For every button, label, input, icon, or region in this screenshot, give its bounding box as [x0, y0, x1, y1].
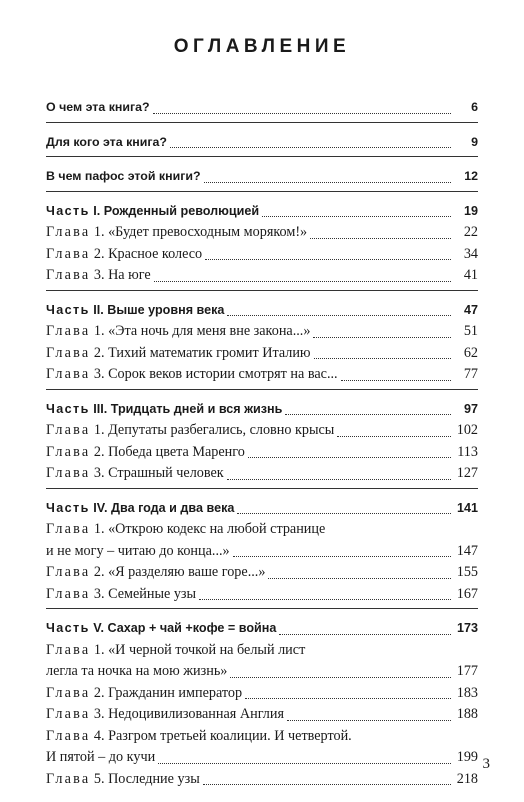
entry-text: 1. «Эта ночь для меня вне закона...» — [93, 323, 311, 339]
entry-text: 1. «И черной точкой на белый лист — [93, 641, 306, 658]
entry-text: 3. Недоцивилизованная Англия — [93, 706, 284, 722]
entry-title — [46, 584, 196, 606]
entry-title — [46, 618, 276, 640]
entry-text: Для кого эта книга? — [46, 134, 167, 149]
entry-text: IV. Два года и два века — [93, 500, 235, 515]
entry-page-number: 97 — [463, 401, 478, 416]
chapter-entry[interactable] — [46, 442, 478, 464]
chapter-entry-line[interactable] — [46, 640, 478, 662]
entry-label: Глава — [46, 770, 91, 787]
entry-label: Глава — [46, 267, 91, 283]
dot-leader — [199, 599, 451, 600]
entry-title — [46, 132, 167, 154]
entry-page-number: 6 — [471, 100, 478, 114]
entry-title — [46, 321, 310, 343]
entry-page-number: 155 — [456, 564, 478, 580]
dot-leader — [310, 238, 451, 239]
part-section — [46, 300, 478, 390]
entry-title — [46, 300, 224, 322]
entry-title — [46, 420, 334, 442]
dot-leader — [248, 457, 451, 458]
entry-label: Глава — [46, 564, 91, 580]
dot-leader — [158, 763, 451, 764]
entry-label: Часть — [46, 500, 90, 515]
entry-page-number: 77 — [463, 366, 478, 382]
table-of-contents — [46, 97, 478, 802]
entry-label: Глава — [46, 344, 91, 361]
entry-label: Часть — [46, 203, 90, 218]
entry-title — [46, 265, 151, 287]
entry-label: Глава — [46, 422, 91, 438]
entry-title — [46, 166, 201, 188]
dot-leader — [170, 147, 451, 148]
entry-text: 3. Семейные узы — [93, 585, 197, 602]
chapter-entry[interactable] — [46, 584, 478, 606]
entry-label: Глава — [46, 684, 91, 701]
chapter-entry[interactable] — [46, 747, 478, 769]
entry-label: Глава — [46, 521, 91, 537]
entry-title — [46, 541, 230, 563]
chapter-entry[interactable] — [46, 364, 478, 386]
dot-leader — [337, 436, 451, 437]
entry-page-number: 22 — [463, 224, 478, 240]
entry-page-number: 177 — [456, 663, 478, 679]
intro-section — [46, 166, 478, 192]
dot-leader — [154, 281, 451, 282]
entry-label: Глава — [46, 443, 91, 460]
entry-text: 3. Страшный человек — [93, 465, 224, 481]
entry-page-number: 34 — [463, 245, 478, 262]
entry-label: Глава — [46, 224, 91, 240]
entry-text: 2. «Я разделяю ваше горе...» — [93, 564, 266, 580]
part-heading[interactable] — [46, 399, 478, 421]
entry-page-number: 9 — [471, 134, 478, 149]
entry-text: легла та ночка на мою жизнь» — [46, 663, 228, 679]
entry-title — [46, 244, 202, 266]
entry-text: И пятой – до кучи — [46, 749, 156, 765]
dot-leader — [153, 113, 451, 114]
entry-title — [46, 463, 224, 485]
entry-label: Часть — [46, 621, 90, 635]
dot-leader — [204, 182, 451, 183]
entry-text: 1. Депутаты разбегались, словно крысы — [93, 422, 335, 438]
intro-entry[interactable] — [46, 97, 478, 119]
entry-title — [46, 747, 155, 769]
dot-leader — [341, 380, 451, 381]
entry-page-number: 51 — [463, 323, 478, 339]
page-title: ОГЛАВЛЕНИЕ — [173, 36, 351, 57]
entry-text: I. Рожденный революцией — [93, 203, 260, 218]
entry-page-number: 183 — [456, 684, 478, 701]
chapter-entry[interactable] — [46, 244, 478, 266]
entry-page-number: 62 — [463, 344, 478, 361]
entry-text: II. Выше уровня века — [93, 302, 225, 317]
dot-leader — [268, 578, 451, 579]
dot-leader — [285, 414, 451, 415]
entry-text: 2. Гражданин император — [93, 684, 243, 701]
intro-section — [46, 97, 478, 123]
entry-page-number: 141 — [456, 500, 478, 515]
entry-title — [46, 364, 338, 386]
entry-label: Часть — [46, 302, 90, 317]
entry-page-number: 188 — [456, 706, 478, 722]
dot-leader — [237, 513, 451, 514]
entry-text: 1. «Будет превосходным моряком!» — [93, 224, 308, 240]
chapter-entry-line[interactable] — [46, 519, 478, 541]
chapter-entry[interactable] — [46, 704, 478, 726]
part-section — [46, 618, 478, 793]
intro-entry[interactable] — [46, 132, 478, 154]
intro-section — [46, 132, 478, 158]
entry-label: Глава — [46, 585, 91, 602]
entry-title — [46, 97, 150, 119]
entry-label: Часть — [46, 401, 90, 416]
chapter-entry[interactable] — [46, 683, 478, 705]
entry-text: и не могу – читаю до конца...» — [46, 542, 230, 559]
part-section — [46, 498, 478, 610]
entry-text: 4. Разгром третьей коалиции. И четвертой. — [93, 727, 352, 744]
entry-text: 2. Победа цвета Маренго — [93, 443, 245, 460]
entry-title — [46, 683, 242, 705]
entry-label: Глава — [46, 641, 91, 658]
chapter-entry[interactable] — [46, 222, 478, 244]
entry-page-number: 167 — [456, 585, 478, 602]
entry-label: Глава — [46, 465, 91, 481]
entry-page-number: 102 — [456, 422, 478, 438]
entry-title — [46, 343, 311, 365]
entry-page-number: 173 — [456, 621, 478, 635]
entry-title — [46, 704, 284, 726]
dot-leader — [287, 720, 451, 721]
entry-label: Глава — [46, 245, 91, 262]
entry-page-number: 113 — [457, 443, 478, 460]
dot-leader — [314, 358, 451, 359]
entry-page-number: 127 — [456, 465, 478, 481]
chapter-entry[interactable] — [46, 562, 478, 584]
entry-title — [46, 399, 282, 421]
entry-title — [46, 498, 234, 520]
entry-page-number: 218 — [456, 770, 478, 787]
entry-label: Глава — [46, 323, 91, 339]
dot-leader — [227, 315, 451, 316]
entry-label: Глава — [46, 706, 91, 722]
chapter-entry[interactable] — [46, 321, 478, 343]
entry-text: 3. Сорок веков истории смотрят на вас... — [93, 366, 338, 382]
part-heading[interactable] — [46, 201, 478, 223]
entry-title — [46, 769, 200, 791]
entry-page-number: 12 — [464, 169, 478, 183]
entry-page-number: 147 — [456, 542, 478, 559]
dot-leader — [279, 634, 451, 635]
entry-title — [46, 562, 265, 584]
entry-text: 5. Последние узы — [93, 770, 200, 787]
entry-title — [46, 201, 259, 223]
part-section — [46, 201, 478, 291]
chapter-entry-line[interactable] — [46, 726, 478, 748]
entry-page-number: 41 — [463, 267, 478, 283]
entry-text: 2. Тихий математик громит Италию — [93, 344, 311, 361]
entry-text: III. Тридцать дней и вся жизнь — [93, 401, 283, 416]
entry-page-number: 47 — [463, 302, 478, 317]
entry-title — [46, 442, 245, 464]
entry-text: 1. «Открою кодекс на любой странице — [93, 521, 326, 537]
chapter-entry[interactable] — [46, 769, 478, 791]
entry-text: 2. Красное колесо — [93, 245, 203, 262]
dot-leader — [230, 677, 451, 678]
entry-page-number: 199 — [456, 749, 478, 765]
dot-leader — [205, 259, 451, 260]
chapter-entry[interactable] — [46, 343, 478, 365]
entry-text: О чем эта книга? — [46, 100, 150, 114]
chapter-entry[interactable] — [46, 463, 478, 485]
dot-leader — [203, 784, 451, 785]
entry-title — [46, 661, 227, 683]
entry-title — [46, 222, 307, 244]
part-heading[interactable] — [46, 498, 478, 520]
intro-entry[interactable] — [46, 166, 478, 188]
chapter-entry[interactable] — [46, 420, 478, 442]
entry-page-number: 19 — [463, 203, 478, 218]
entry-label: Глава — [46, 366, 91, 382]
chapter-entry[interactable] — [46, 661, 478, 683]
dot-leader — [262, 216, 451, 217]
part-heading[interactable] — [46, 618, 478, 640]
entry-text: 3. На юге — [93, 267, 151, 283]
entry-label: Глава — [46, 727, 91, 744]
dot-leader — [227, 479, 451, 480]
dot-leader — [233, 556, 451, 557]
part-heading[interactable] — [46, 300, 478, 322]
entry-text: V. Сахар + чай +кофе = война — [93, 621, 277, 635]
dot-leader — [245, 698, 451, 699]
dot-leader — [313, 337, 451, 338]
entry-text: В чем пафос этой книги? — [46, 169, 201, 183]
page-number: 3 — [482, 756, 490, 772]
chapter-entry[interactable] — [46, 265, 478, 287]
part-section — [46, 399, 478, 489]
chapter-entry[interactable] — [46, 541, 478, 563]
